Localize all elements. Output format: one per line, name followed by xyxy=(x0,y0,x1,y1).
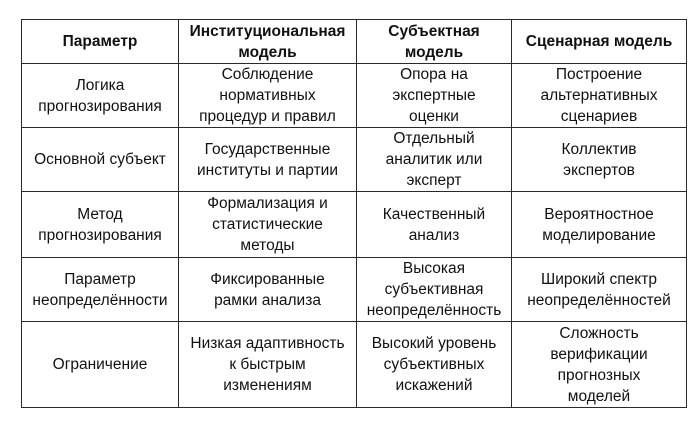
table-row xyxy=(22,128,687,192)
scenario-cell: Сложность верификации прогнозных моделей xyxy=(512,322,687,408)
institutional-cell: Низкая адаптивность к быстрым изменениям xyxy=(179,322,357,408)
header-institutional-model: Институциональная модель xyxy=(179,20,357,64)
row-parameter-cell: Метод прогнозирования xyxy=(22,192,179,258)
header-subjective-model: Субъектная модель xyxy=(357,20,512,64)
header-scenario-model: Сценарная модель xyxy=(512,20,687,64)
scenario-cell: Широкий спектр неопределённостей xyxy=(512,258,687,322)
subjective-cell: Отдельный аналитик или эксперт xyxy=(357,128,512,192)
table-row xyxy=(22,258,687,322)
institutional-cell: Соблюдение нормативных процедур и правил xyxy=(179,64,357,128)
subjective-cell: Высокий уровень субъективных искажений xyxy=(357,322,512,408)
subjective-cell: Высокая субъективная неопределённость xyxy=(357,258,512,322)
table-header-row xyxy=(22,20,687,64)
table-row xyxy=(22,64,687,128)
institutional-cell: Фиксированные рамки анализа xyxy=(179,258,357,322)
header-parameter: Параметр xyxy=(22,20,179,64)
comparison-table xyxy=(21,19,687,408)
table-row xyxy=(22,322,687,408)
subjective-cell: Опора на экспертные оценки xyxy=(357,64,512,128)
institutional-cell: Государственные институты и партии xyxy=(179,128,357,192)
scenario-cell: Построение альтернативных сценариев xyxy=(512,64,687,128)
row-parameter-cell: Ограничение xyxy=(22,322,179,408)
scenario-cell: Коллектив экспертов xyxy=(512,128,687,192)
row-parameter-cell: Параметр неопределённости xyxy=(22,258,179,322)
table-row xyxy=(22,192,687,258)
institutional-cell: Формализация и статистические методы xyxy=(179,192,357,258)
scenario-cell: Вероятностное моделирование xyxy=(512,192,687,258)
row-parameter-cell: Логика прогнозирования xyxy=(22,64,179,128)
row-parameter-cell: Основной субъект xyxy=(22,128,179,192)
subjective-cell: Качественный анализ xyxy=(357,192,512,258)
